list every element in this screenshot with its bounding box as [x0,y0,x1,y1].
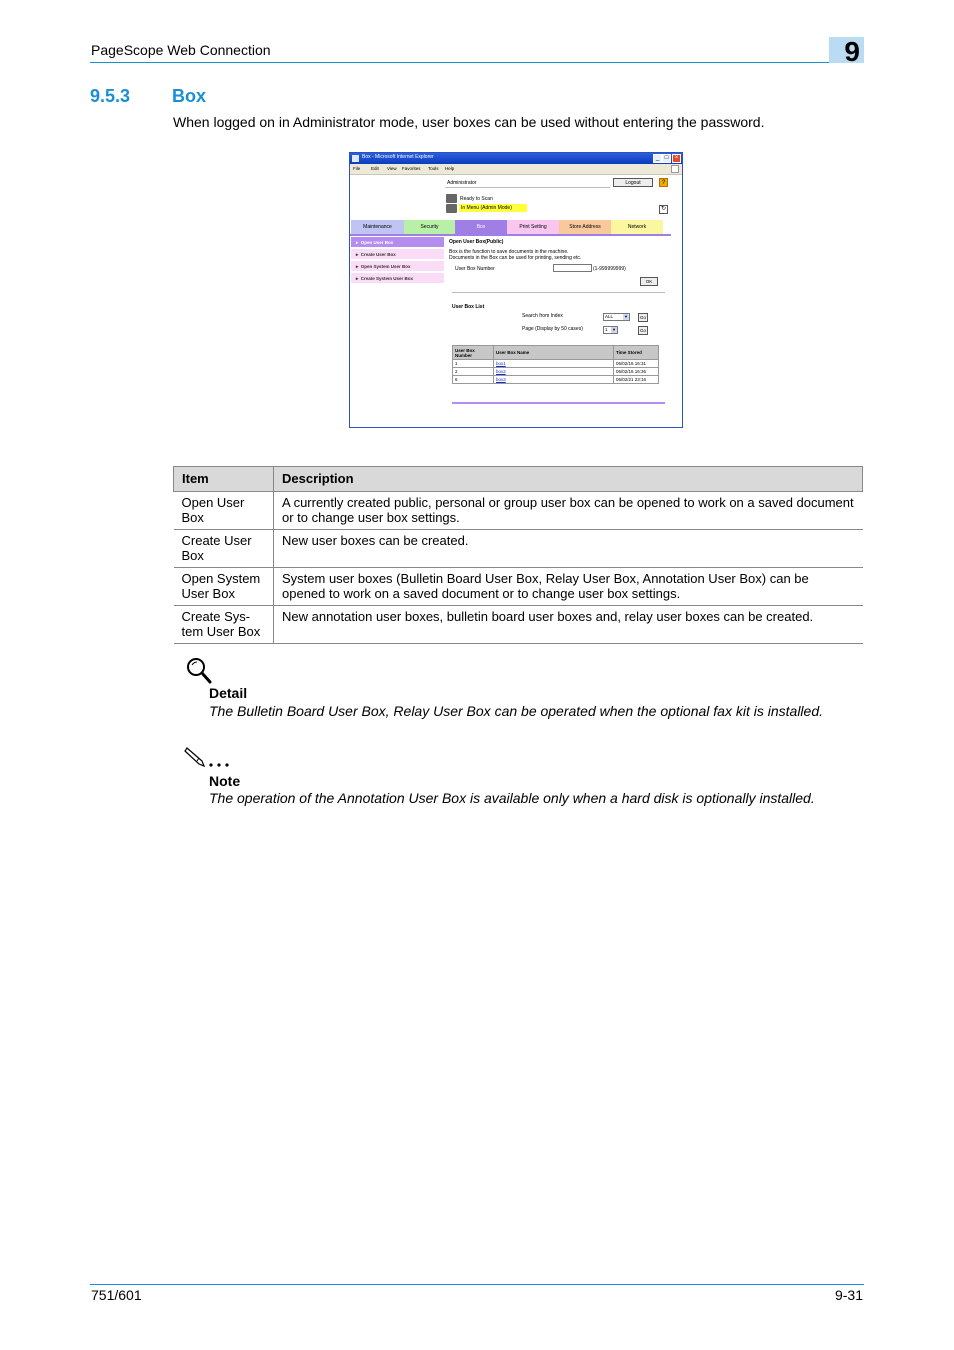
box-link[interactable]: box3 [496,377,506,382]
sidebar-item-create-user-box[interactable]: ► Create User Box [351,249,444,260]
help-icon[interactable]: ? [659,178,668,187]
time-stored-cell: 06/02/21 23:16 [614,376,659,384]
sidebar-label: Create System User Box [360,276,413,281]
box-link[interactable]: box1 [496,361,506,366]
page-go-button[interactable]: Go [639,328,646,333]
table-row [174,492,863,530]
sidebar-item-open-system-user-box[interactable]: ► Open System User Box [351,261,444,272]
window-title: Box - Microsoft Internet Explorer [362,154,434,160]
ok-button[interactable]: OK [640,277,658,286]
tab-underline [350,234,671,236]
box-name-cell [494,368,614,376]
browser-screenshot [349,152,683,428]
tab-label: Network [627,224,647,230]
window-titlebar [350,153,682,164]
time-stored-cell: 06/02/16 16:31 [614,360,659,368]
description-cell: System user boxes (Bulletin Board User Box, Relay User Box, Annotation User Box) can be opened to work on a saved document or to change user box settings. [274,568,863,606]
sidebar-label: Open System User Box [360,264,411,269]
tab-box[interactable] [455,220,507,234]
magnifier-icon [184,655,214,685]
tab-security[interactable] [404,220,455,234]
box-number-cell: 1 [453,360,494,368]
intro-paragraph: When logged on in Administrator mode, user boxes can be used without entering the password. [173,114,765,130]
panel-divider [452,292,665,293]
mode-indicator [459,204,527,212]
section-number: 9.5.3 [90,86,131,106]
user-name: Administrator [447,180,477,186]
machine-status: Ready to Scan [460,196,493,202]
item-cell: Create User Box [174,530,274,568]
section-title: Box [172,86,207,106]
panel-description-1: Box is the function to save documents in the machine. [449,249,569,255]
column-header-description: Description [274,467,863,492]
table-row [174,606,863,644]
table-row [453,360,659,368]
table-row [453,376,659,384]
detail-label: Detail [209,685,248,701]
user-bar [445,178,610,188]
description-cell: New annotation user boxes, bulletin board user boxes and, relay user boxes can be created. [274,606,863,644]
search-index-select[interactable] [603,313,630,321]
tab-label: Print Setting [519,224,547,230]
tab-label: Store Address [569,224,601,230]
detail-text: The Bulletin Board User Box, Relay User Box can be operated when the optional fax kit is installed. [209,703,823,719]
tab-store-address[interactable] [559,220,611,234]
description-cell: New user boxes can be created. [274,530,863,568]
box-name-cell [494,376,614,384]
minimize-icon[interactable]: _ [653,154,662,163]
tab-network[interactable] [611,220,663,234]
note-text: The operation of the Annotation User Box is available only when a hard disk is optionally installed. [209,790,815,806]
tab-print-setting[interactable] [507,220,559,234]
menu-bar [350,164,682,175]
table-row [174,530,863,568]
menu-help[interactable]: Help [445,166,455,171]
maximize-icon[interactable]: □ [662,154,671,163]
box-number-cell: 6 [453,376,494,384]
tab-label: Maintenance [363,224,392,230]
table-row [174,568,863,606]
box-link[interactable]: box2 [496,369,506,374]
user-box-list-table [452,345,659,384]
logout-button[interactable]: Logout [613,178,653,187]
header-rule [90,62,864,63]
footer-rule [90,1284,864,1285]
time-stored-cell: 06/02/16 16:36 [614,368,659,376]
description-cell: A currently created public, personal or group user box can be opened to work on a saved document or to change user box settings. [274,492,863,530]
item-cell: Open System User Box [174,568,274,606]
menu-edit[interactable]: Edit [371,166,379,171]
close-icon[interactable]: × [672,154,681,163]
pencil-icon [184,744,234,768]
list-title: User Box List [452,304,485,310]
box-number-label: User Box Number [455,266,495,272]
column-header-item: Item [174,467,274,492]
sidebar-item-create-system-user-box[interactable]: ► Create System User Box [351,273,444,284]
panel-description-2: Documents in the Box can be used for printing, sending etc. [449,255,582,261]
page-value: 1 [605,327,608,332]
column-header: User Box Name [494,346,614,360]
page-number: 9-31 [834,1287,863,1303]
sidebar-item-open-user-box[interactable]: ► Open User Box [351,237,444,248]
column-header: Time Stored [614,346,659,360]
item-description-table [173,466,863,644]
footer-model: 751/601 [91,1287,142,1303]
column-header: User Box Number [453,346,494,360]
chapter-number: 9 [844,36,860,67]
box-number-input[interactable] [553,264,592,272]
box-number-range: (1-999999999) [593,266,626,272]
menu-view[interactable]: View [387,166,397,171]
item-cell: Create Sys-tem User Box [174,606,274,644]
tab-maintenance[interactable] [351,220,404,234]
table-row [453,368,659,376]
search-index-value: ALL [605,314,614,319]
menu-tools[interactable]: Tools [428,166,439,171]
panel-title: Open User Box(Public) [449,239,504,245]
chevron-down-icon: ▼ [612,327,616,332]
box-number-cell: 2 [453,368,494,376]
page-select[interactable] [603,326,618,334]
refresh-icon[interactable]: ↻ [660,206,667,212]
page-label: Page (Display by 50 cases) [522,326,583,332]
tab-label: Security [420,224,439,230]
box-name-cell [494,360,614,368]
mode-icon [446,204,457,213]
ie-icon [352,155,359,162]
menu-file[interactable]: File [353,166,361,171]
search-label: Search from Index [522,313,563,319]
note-label: Note [209,773,241,789]
item-cell: Open User Box [174,492,274,530]
sidebar-label: Create User Box [360,252,396,257]
windows-flag-icon [671,165,679,173]
tab-label: Box [476,224,486,230]
search-go-button[interactable]: Go [639,315,646,320]
sidebar-label: Open User Box [360,240,394,245]
mode-text: In Menu (Admin Mode) [461,205,512,211]
running-header-title: PageScope Web Connection [91,42,271,58]
menu-favorites[interactable]: Favorites [402,166,421,171]
chevron-down-icon: ▼ [624,314,628,319]
list-end-rule [452,402,665,404]
printer-icon [446,194,457,203]
